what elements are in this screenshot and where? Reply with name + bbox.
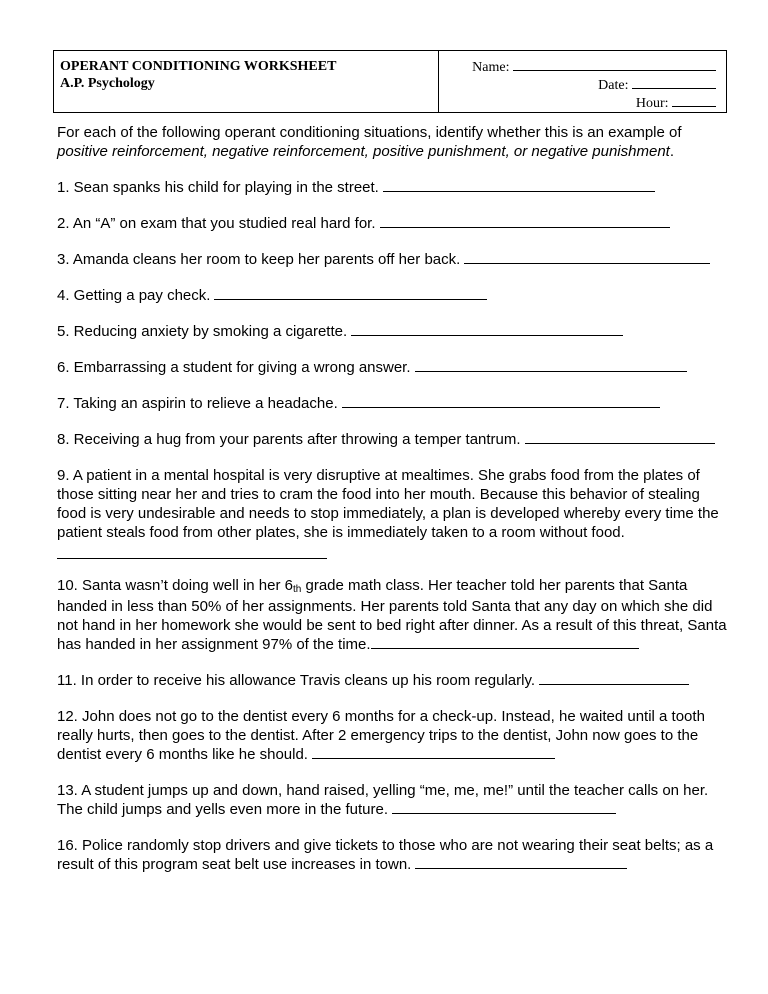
- header-title-cell: [54, 51, 439, 113]
- question-text: 11. In order to receive his allowance Travis cleans up his room regularly.: [57, 672, 536, 689]
- answer-blank[interactable]: [57, 544, 327, 559]
- instructions-lead: For each of the following operant conditioning situations, identify whether this is an example of: [57, 124, 682, 141]
- question-8: [57, 430, 729, 449]
- question-text: 9. A patient in a mental hospital is very disruptive at mealtimes. She grabs food from the plates of those sitting near her and tries to cram the food into her mouth. Because this behavior of stealing food is very undesirable and needs to stop immediately, a plan is developed whereby every time the patient steals food from other plates, she is immediately taken to a room without food.: [57, 467, 719, 541]
- course-name: A.P. Psychology: [60, 76, 155, 91]
- question-12: [57, 707, 729, 764]
- question-text: 7. Taking an aspirin to relieve a headache.: [57, 395, 338, 412]
- question-4: [57, 286, 729, 305]
- hour-label: Hour:: [635, 96, 669, 111]
- question-text: 13. A student jumps up and down, hand raised, yelling “me, me, me!” until the teacher calls on her. The child jumps and yells even more in the future.: [57, 782, 709, 818]
- worksheet-header: [53, 50, 727, 113]
- answer-blank[interactable]: [383, 178, 655, 192]
- name-field[interactable]: [513, 58, 716, 71]
- answer-blank[interactable]: [214, 286, 487, 300]
- answer-blank[interactable]: [371, 635, 639, 649]
- instructions-end: .: [669, 143, 675, 160]
- question-16: [57, 836, 729, 874]
- question-text: 5. Reducing anxiety by smoking a cigarette.: [57, 323, 348, 340]
- answer-blank[interactable]: [351, 322, 623, 336]
- question-text: 8. Receiving a hug from your parents after throwing a temper tantrum.: [57, 431, 521, 448]
- instructions-options: positive reinforcement, negative reinforcement, positive punishment, or negative punishment: [57, 143, 670, 160]
- answer-blank[interactable]: [525, 430, 715, 444]
- answer-blank[interactable]: [464, 250, 710, 264]
- question-text: 2. An “A” on exam that you studied real hard for.: [57, 215, 376, 232]
- ordinal-suffix: th: [292, 584, 302, 595]
- question-text: 6. Embarrassing a student for giving a wrong answer.: [57, 359, 411, 376]
- answer-blank[interactable]: [380, 214, 670, 228]
- answer-blank[interactable]: [539, 671, 689, 685]
- question-7: [57, 394, 729, 413]
- answer-blank[interactable]: [312, 745, 555, 759]
- question-text: 12. John does not go to the dentist every 6 months for a check-up. Instead, he waited until a tooth really hurts, then goes to the dentist. After 2 emergency trips to the dentist, John now goes to the dentist every 6 months like he should.: [57, 708, 705, 763]
- worksheet-title: OPERANT CONDITIONING WORKSHEET: [60, 59, 337, 74]
- question-13: [57, 781, 729, 819]
- name-label: Name:: [472, 60, 510, 75]
- question-3: [57, 250, 729, 269]
- question-text-continued: grade math class. Her teacher told her parents that Santa handed in less than 50% of her assignments. Her parents told Santa that any day on which she did not hand in her homework she would be sent to bed right after dinner. As a result of this threat, Santa has handed in her assignment 97% of the time.: [57, 577, 727, 653]
- question-9: [57, 466, 729, 559]
- answer-blank[interactable]: [392, 800, 616, 814]
- question-11: [57, 671, 729, 690]
- student-info-cell: [439, 51, 727, 113]
- instructions: [57, 123, 729, 161]
- question-text: 4. Getting a pay check.: [57, 287, 211, 304]
- date-label: Date:: [598, 78, 629, 93]
- question-text: 3. Amanda cleans her room to keep her parents off her back.: [57, 251, 461, 268]
- question-text: 16. Police randomly stop drivers and give tickets to those who are not wearing their seat belts; as a result of this program seat belt use increases in town.: [57, 837, 714, 873]
- answer-blank[interactable]: [415, 855, 627, 869]
- question-text: 1. Sean spanks his child for playing in the street.: [57, 179, 379, 196]
- question-5: [57, 322, 729, 341]
- question-2: [57, 214, 729, 233]
- question-6: [57, 358, 729, 377]
- worksheet-body: [57, 123, 729, 891]
- question-text: 10. Santa wasn’t doing well in her 6: [57, 577, 293, 594]
- question-1: [57, 178, 729, 197]
- hour-field[interactable]: [672, 94, 716, 107]
- date-field[interactable]: [632, 76, 716, 89]
- question-10: [57, 576, 729, 654]
- answer-blank[interactable]: [415, 358, 687, 372]
- answer-blank[interactable]: [342, 394, 660, 408]
